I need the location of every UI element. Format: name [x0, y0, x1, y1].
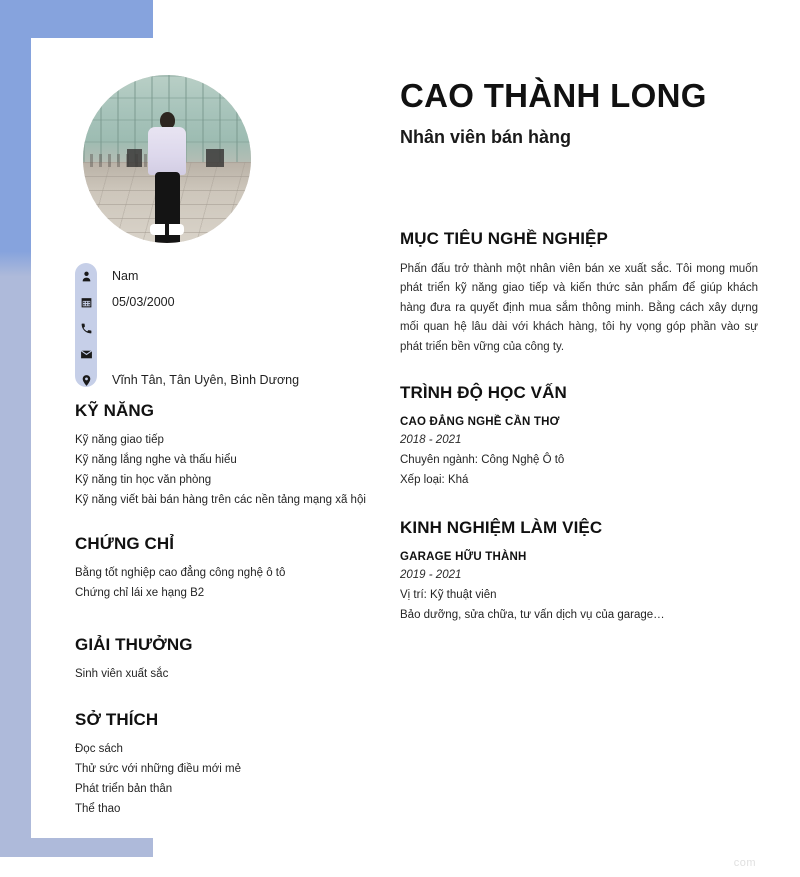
page-title: CAO THÀNH LONG — [400, 77, 707, 114]
profile-photo — [83, 75, 251, 243]
education-dates: 2018 - 2021 — [400, 434, 462, 447]
resume-columns — [31, 38, 800, 838]
photo-dark-object-right — [206, 149, 224, 167]
contact-row-email — [75, 341, 383, 367]
list-item: Thể thao — [75, 803, 121, 815]
skills-list — [75, 430, 383, 510]
list-item: Kỹ năng tin học văn phòng — [75, 474, 212, 486]
list-item: Kỹ năng viết bài bán hàng trên các nền tảng mạng xã hội — [75, 494, 366, 506]
list-item: Bằng tốt nghiệp cao đẳng công nghệ ô tô — [75, 567, 286, 579]
list-item: Phát triển bản thân — [75, 783, 173, 795]
skills-section — [53, 401, 383, 510]
envelope-icon — [75, 348, 97, 361]
certificates-heading: CHỨNG CHỈ — [75, 534, 175, 553]
list-item: Kỹ năng lắng nghe và thấu hiểu — [75, 454, 237, 466]
photo-person-shirt — [148, 127, 186, 175]
name-title-block — [400, 78, 780, 149]
list-item: Chứng chỉ lái xe hạng B2 — [75, 587, 205, 599]
watermark: com — [733, 857, 756, 869]
education-heading: TRÌNH ĐỘ HỌC VẤN — [400, 383, 567, 403]
right-column — [400, 38, 780, 625]
contact-row-birthdate — [75, 289, 383, 315]
list-item: Thử sức với những điều mới mẻ — [75, 763, 242, 775]
awards-section — [53, 635, 383, 684]
list-item: Đọc sách — [75, 743, 123, 755]
experience-section — [400, 518, 780, 625]
experience-entry — [400, 548, 780, 625]
resume-card — [31, 38, 800, 838]
experience-organization: GARAGE HỮU THÀNH — [400, 551, 527, 564]
education-section — [400, 383, 780, 490]
decorative-left-bar — [0, 0, 31, 838]
education-major: Chuyên ngành: Công Nghệ Ô tô — [400, 454, 565, 467]
awards-heading: GIẢI THƯỞNG — [75, 635, 193, 654]
list-item: Sinh viên xuất sắc — [75, 668, 169, 680]
contact-value-gender: Nam — [112, 268, 139, 283]
experience-heading: KINH NGHIỆM LÀM VIỆC — [400, 518, 603, 538]
location-pin-icon — [75, 374, 97, 387]
skills-heading: KỸ NĂNG — [75, 401, 155, 420]
certificates-section — [53, 534, 383, 603]
left-column — [53, 38, 383, 819]
education-entry — [400, 413, 780, 490]
photo-dark-object-left — [127, 149, 142, 167]
job-title: Nhân viên bán hàng — [400, 126, 572, 147]
experience-duties: Bảo dưỡng, sửa chữa, tư vấn dịch vụ của garage… — [400, 609, 665, 622]
phone-icon — [75, 322, 97, 335]
education-organization: CAO ĐẲNG NGHỀ CẦN THƠ — [400, 416, 560, 429]
hobbies-section — [53, 710, 383, 819]
education-grade: Xếp loại: Khá — [400, 474, 469, 487]
objective-heading: MỤC TIÊU NGHỀ NGHIỆP — [400, 228, 608, 248]
contact-value-birthdate: 05/03/2000 — [112, 294, 175, 309]
contact-row-address — [75, 367, 383, 393]
person-icon — [75, 270, 97, 283]
calendar-icon — [75, 296, 97, 309]
objective-text: Phấn đấu trở thành một nhân viên bán xe xuất sắc. Tôi mong muốn phát triển kỹ năng giao tiếp và kiến thức sản phẩm để giúp khách hàng đưa ra quyết định mua sắm thông minh. Bằng cách xây dựng mối quan hệ lâu dài với khách hàng, tôi hy vọng góp phần vào sự phát triển bền vững của công ty. — [400, 262, 758, 353]
hobbies-list — [75, 739, 383, 819]
experience-position: Vị trí: Kỹ thuật viên — [400, 589, 497, 602]
photo-person-shoes — [150, 224, 184, 235]
contact-row-gender — [75, 263, 383, 289]
contact-value-address: Vĩnh Tân, Tân Uyên, Bình Dương — [112, 372, 300, 387]
contact-row-phone — [75, 315, 383, 341]
objective-section — [400, 229, 780, 358]
hobbies-heading: SỞ THÍCH — [75, 710, 159, 729]
contact-block — [75, 263, 383, 387]
awards-list — [75, 664, 383, 684]
experience-dates: 2019 - 2021 — [400, 569, 462, 582]
list-item: Kỹ năng giao tiếp — [75, 434, 164, 446]
certificates-list — [75, 563, 383, 603]
